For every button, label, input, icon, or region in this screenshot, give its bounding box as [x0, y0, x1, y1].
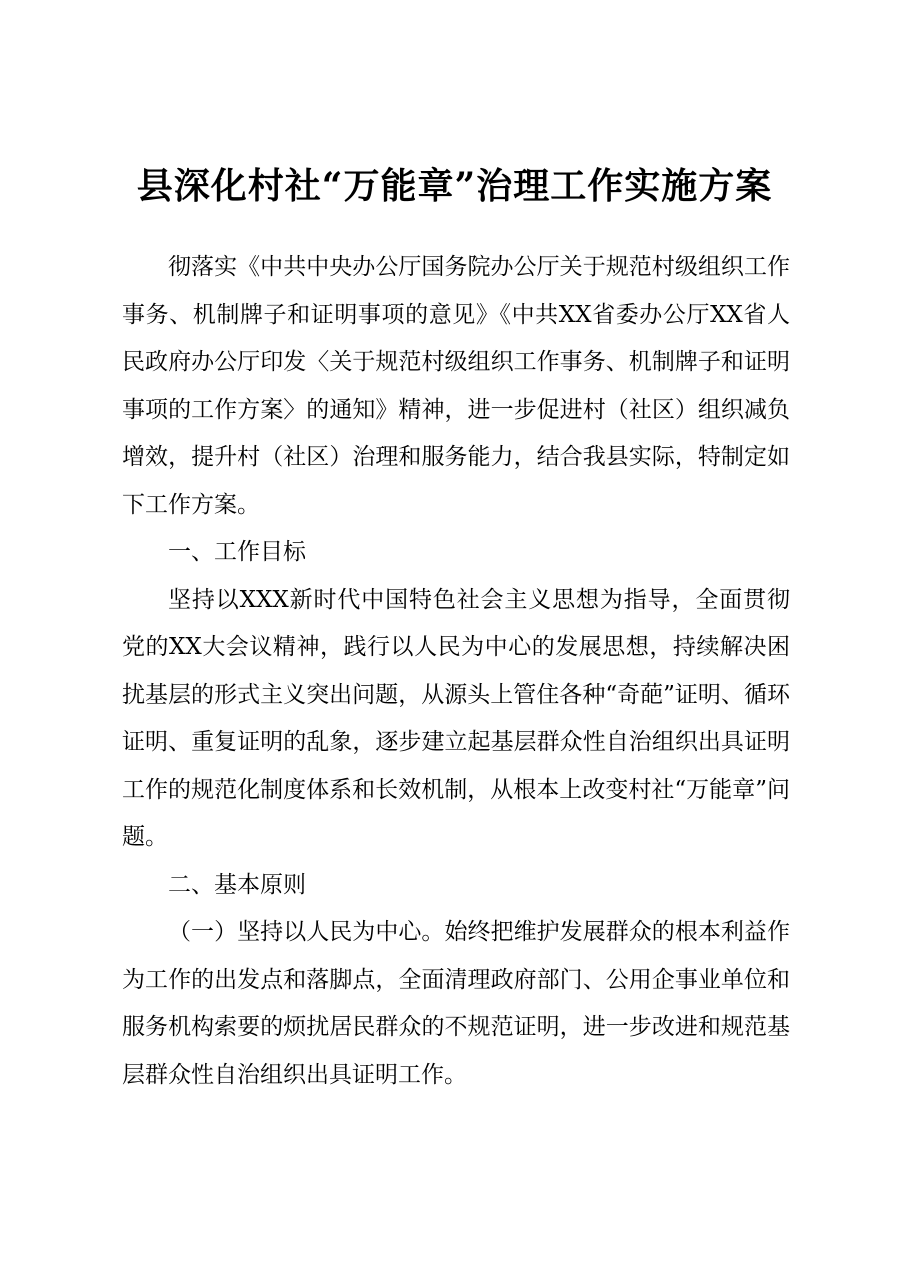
document-body: [122, 244, 790, 1099]
paragraph-intro: 彻落实《中共中央办公厅国务院办公厅关于规范村级组织工作事务、机制牌子和证明事项的意见》《中共XX省委办公厅XX省人民政府办公厅印发〈关于规范村级组织工作事务、机制牌子和证明事项的工作方案〉的通知》精神，进一步促进村（社区）组织减负增效，提升村（社区）治理和服务能力，结合我县实际，特制定如下工作方案。: [122, 254, 790, 518]
section-heading-goals: 一、工作目标: [168, 539, 306, 565]
section-heading-principles: 二、基本原则: [168, 871, 306, 898]
document-title: 县深化村社“万能章”治理工作实施方案: [136, 165, 773, 207]
paragraph-principle-1: （一）坚持以人民为中心。始终把维护发展群众的根本利益作为工作的出发点和落脚点，全面清理政府部门、公用企事业单位和服务机构索要的烦扰居民群众的不规范证明，进一步改进和规范基层群众性自治组织出具证明工作。: [122, 919, 790, 1088]
paragraph-goals: 坚持以XXX新时代中国特色社会主义思想为指导，全面贯彻党的XX大会议精神，践行以人民为中心的发展思想，持续解决困扰基层的形式主义突出问题，从源头上管住各种“奇葩”证明、循环证明、重复证明的乱象，逐步建立起基层群众性自治组织出具证明工作的规范化制度体系和长效机制，从根本上改变村社“万能章”问题。: [122, 586, 790, 850]
